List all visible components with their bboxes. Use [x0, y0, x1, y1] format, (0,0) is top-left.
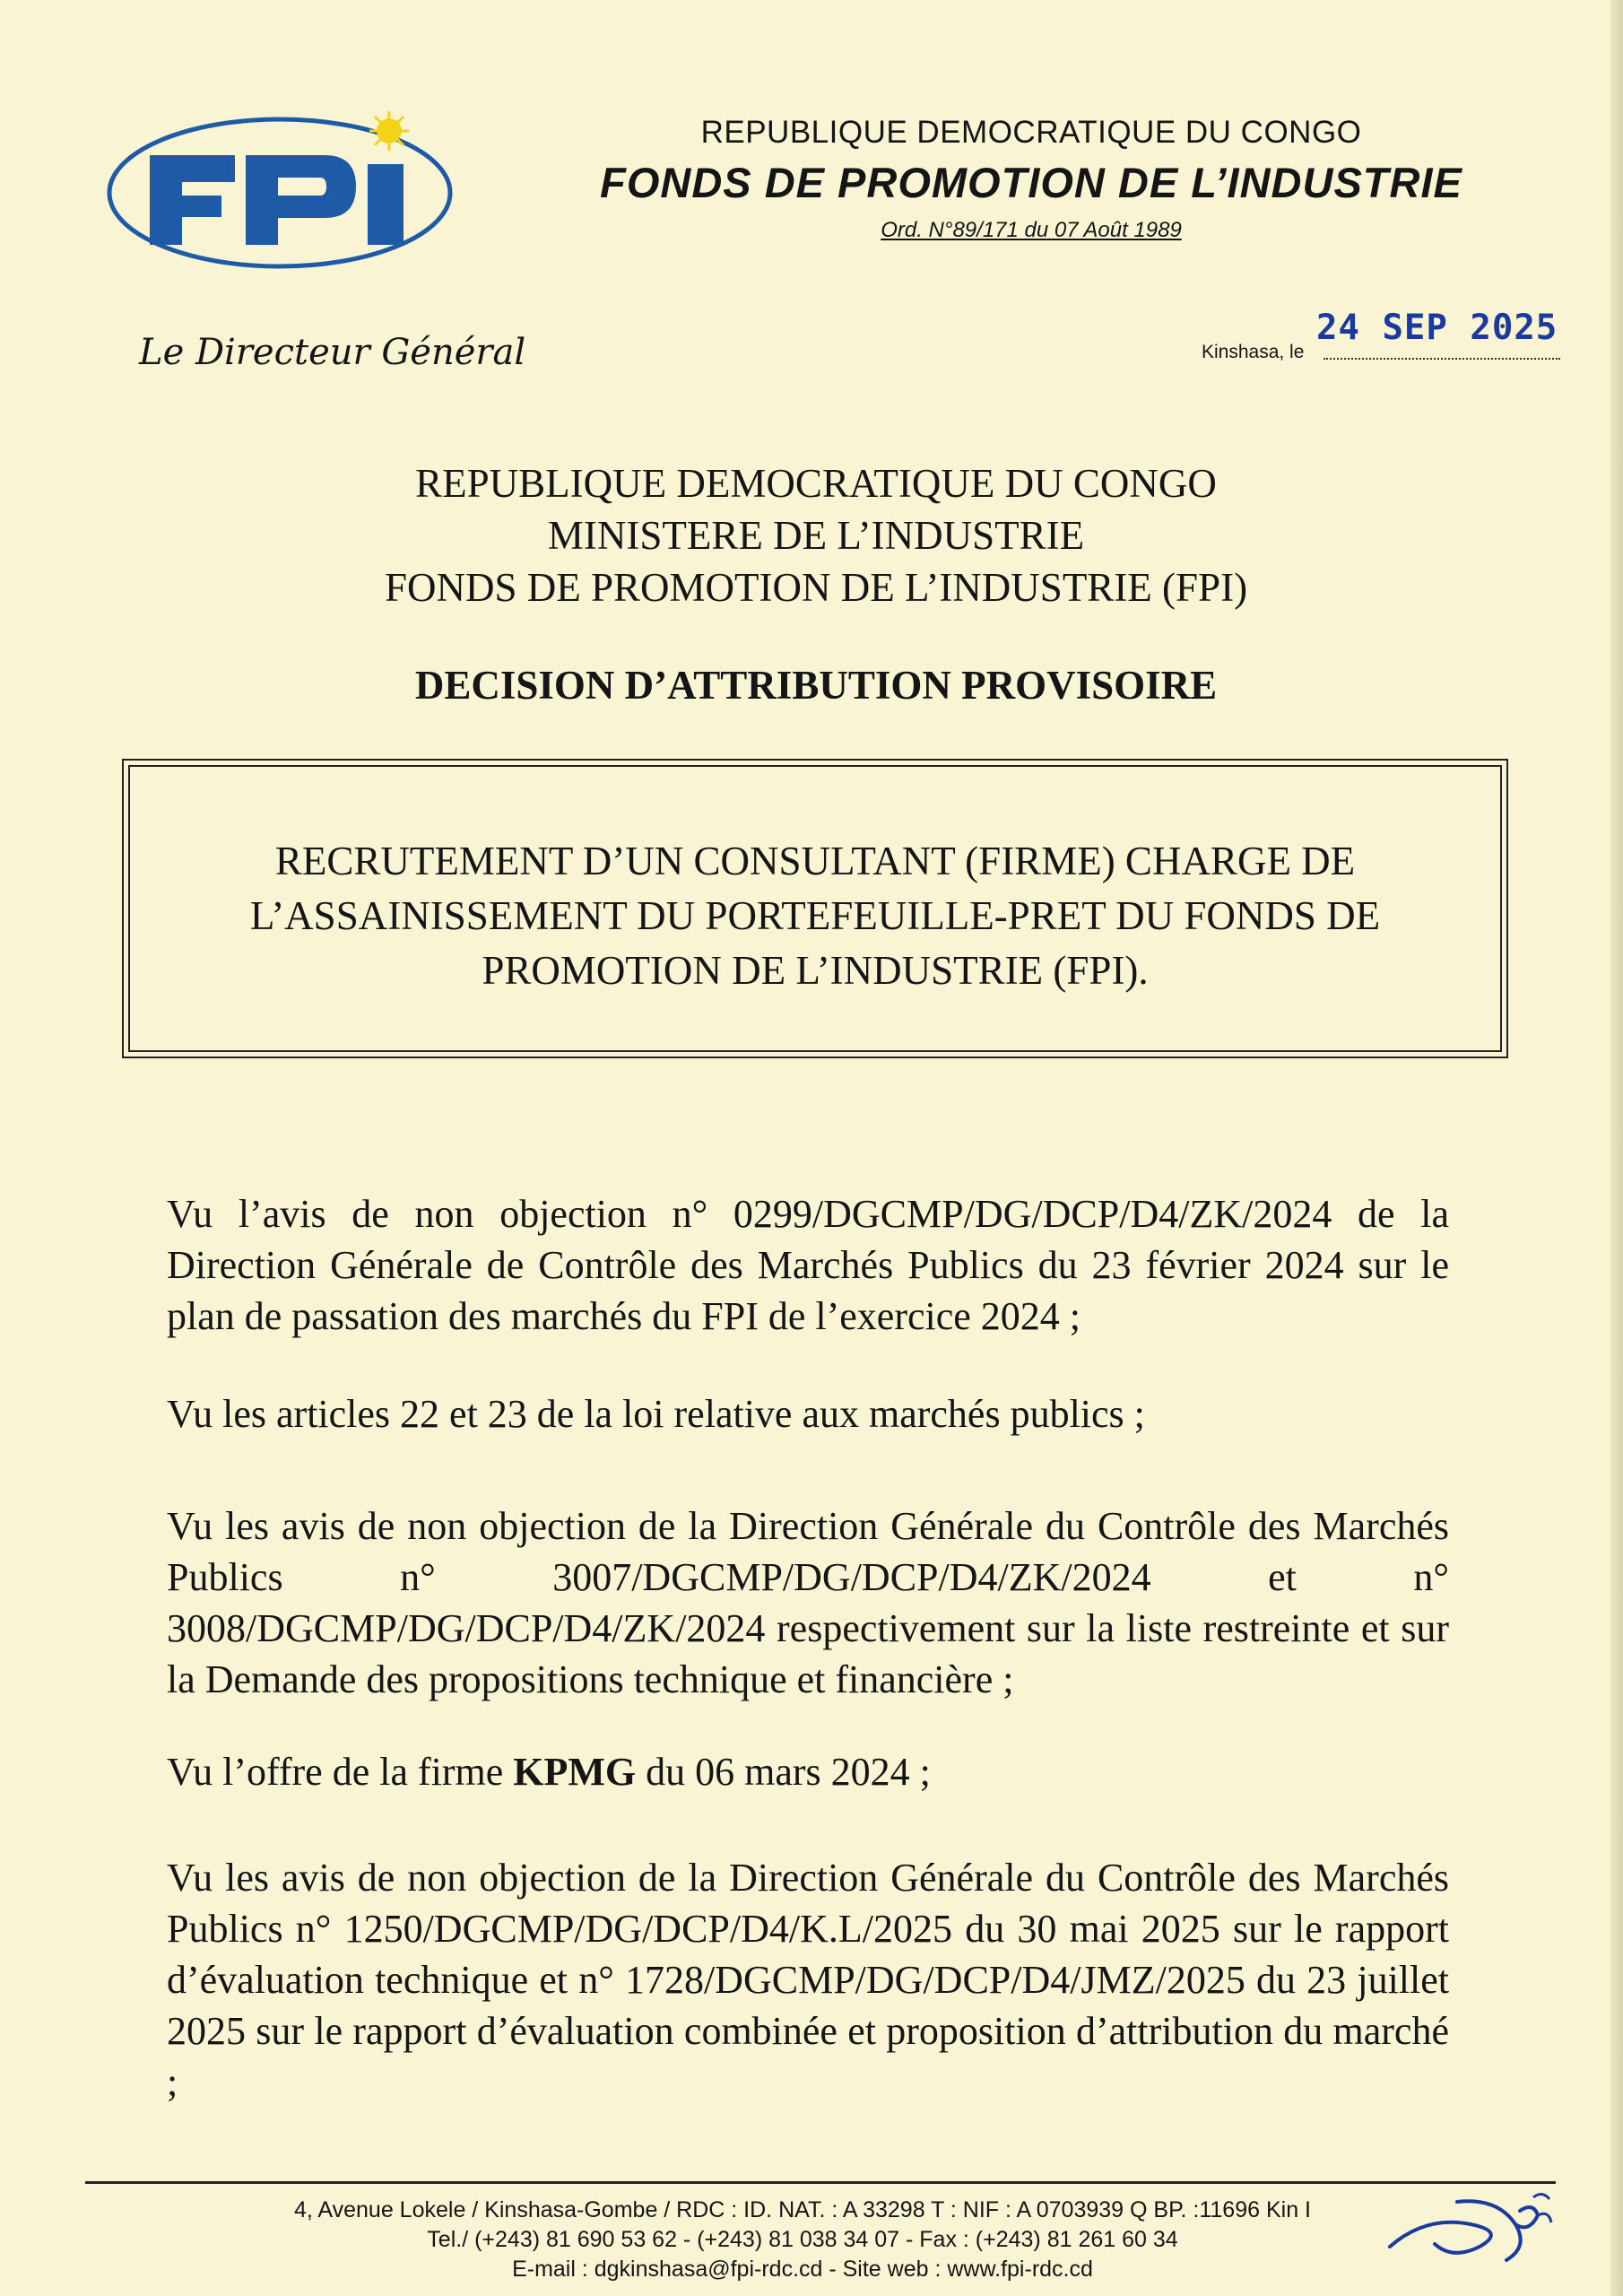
- handwritten-initials: [1372, 2161, 1596, 2278]
- footer-address: 4, Avenue Lokele / Kinshasa-Gombe / RDC : ID. NAT. : A 33298 T : NIF : A 0703939 Q BP. :11696 Kin I: [293, 2197, 1311, 2222]
- subject-text: [166, 834, 1464, 998]
- recital-2-text: Vu les articles 22 et 23 de la loi relative aux marchés publics ;: [167, 1392, 1145, 1436]
- recital-1: [167, 1188, 1449, 1342]
- letterhead-text: [538, 115, 1524, 243]
- firm-name: KPMG: [513, 1750, 637, 1794]
- place-label: Kinshasa, le: [1202, 342, 1305, 362]
- recital-4-text: [167, 1746, 1449, 1797]
- page-edge: [1610, 0, 1623, 2296]
- heading-ministry: MINISTERE DE L’INDUSTRIE: [547, 513, 1085, 558]
- recital-4-suffix: du 06 mars 2024 ;: [636, 1750, 931, 1794]
- subject-line-3: PROMOTION DE L’INDUSTRIE (FPI).: [482, 948, 1149, 993]
- recital-5-text: Vu les avis de non objection de la Direction Générale du Contrôle des Marchés Publics n° 1250/DGCMP/DG/DCP/D4/K.L/2025 du 30 mai 2025 sur le rapport d’évaluation technique et n° 1728/DGCMP/DG/DCP/D4/JMZ/2025 du 23 juillet 2025 sur le rapport d’évaluation combinée et proposition d’attribution du marché ;: [167, 1856, 1449, 2104]
- heading-republic: REPUBLIQUE DEMOCRATIQUE DU CONGO: [415, 461, 1217, 506]
- recital-4: [167, 1746, 1449, 1797]
- subject-box: [128, 765, 1502, 1052]
- recital-1-text: Vu l’avis de non objection n° 0299/DGCMP/DG/DCP/D4/ZK/2024 de la Direction Générale de Contrôle des Marchés Publics du 23 février 2024 sur le plan de passation des marchés du FPI de l’exercice 2024 ;: [167, 1192, 1449, 1338]
- subject-line-2: L’ASSAINISSEMENT DU PORTEFEUILLE-PRET DU FONDS DE: [249, 893, 1381, 938]
- footer-divider: [85, 2181, 1556, 2184]
- footer: [108, 2196, 1497, 2284]
- recital-3: [167, 1500, 1449, 1705]
- recital-3-text: Vu les avis de non objection de la Direction Générale du Contrôle des Marchés Publics n° 3007/DGCMP/DG/DCP/D4/ZK/2024 et n° 3008/DGCMP/DG/DCP/D4/ZK/2024 respectivement sur la liste restreinte et sur la Demande des propositions technique et financière ;: [167, 1504, 1449, 1701]
- fpi-logo: [100, 106, 464, 272]
- heading-fund: FONDS DE PROMOTION DE L’INDUSTRIE (FPI): [384, 565, 1248, 610]
- sun-icon: [369, 111, 409, 151]
- letterhead-republic: REPUBLIQUE DEMOCRATIQUE DU CONGO: [700, 115, 1362, 150]
- document-heading: [215, 457, 1417, 613]
- subject-line-1: RECRUTEMENT D’UN CONSULTANT (FIRME) CHARGE DE: [274, 839, 1356, 883]
- recital-5: [167, 1852, 1449, 2108]
- letterhead-fund-name: FONDS DE PROMOTION DE L’INDUSTRIE: [600, 159, 1462, 206]
- footer-phones: Tel./ (+243) 81 690 53 62 - (+243) 81 038 34 07 - Fax : (+243) 81 261 60 34: [427, 2227, 1178, 2252]
- letterhead-ordinance: Ord. N°89/171 du 07 Août 1989: [881, 218, 1182, 242]
- signatory-label: Le Directeur Général: [139, 332, 526, 373]
- recital-2: [167, 1388, 1449, 1439]
- recital-4-prefix: Vu l’offre de la firme: [167, 1750, 514, 1794]
- footer-contact: E-mail : dgkinshasa@fpi-rdc.cd - Site web : www.fpi-rdc.cd: [512, 2257, 1093, 2282]
- decision-title: DECISION D’ATTRIBUTION PROVISOIRE: [414, 663, 1218, 708]
- date-stamp: 24 SEP 2025: [1316, 308, 1558, 348]
- place-date: [1202, 309, 1560, 363]
- date-dotted-line: [1324, 358, 1560, 360]
